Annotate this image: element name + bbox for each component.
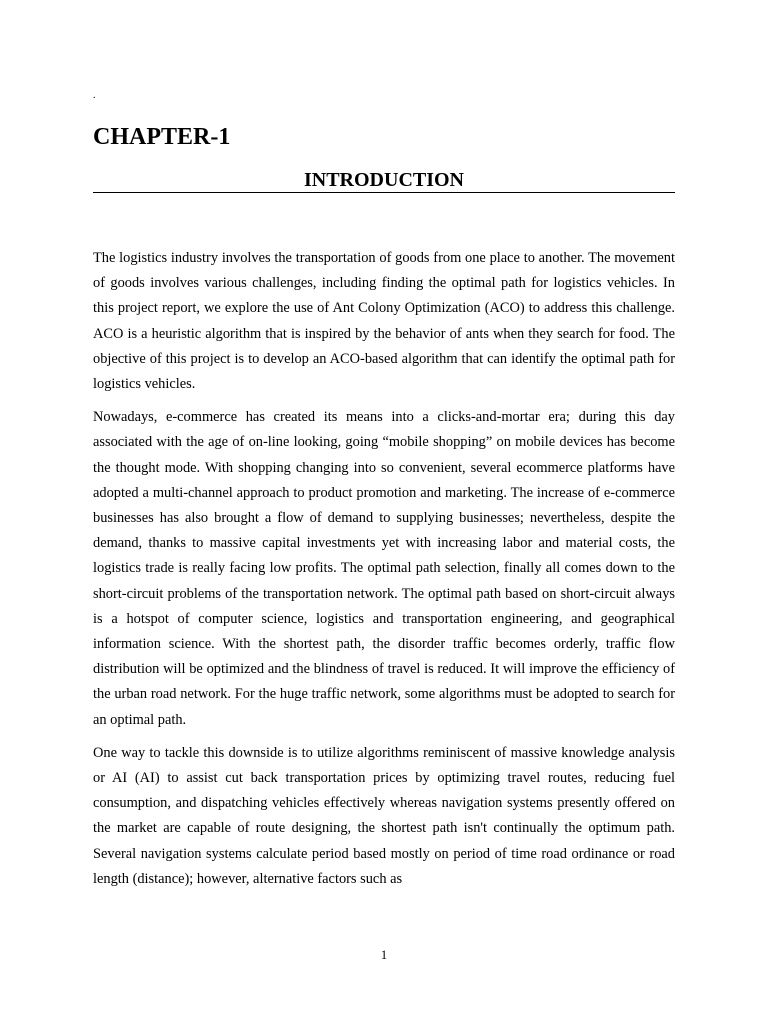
title-underline-rule xyxy=(93,192,675,193)
paragraph-1: The logistics industry involves the transportation of goods from one place to another. The movement of goods involves various challenges, including finding the optimal path for logistics vehicles. In this project report, we explore the use of Ant Colony Optimization (ACO) to address this challenge. ACO is a heuristic algorithm that is inspired by the behavior of ants when they search for food. The objective of this project is to develop an ACO-based algorithm that can identify the optimal path for logistics vehicles. xyxy=(93,250,675,393)
section-title: INTRODUCTION xyxy=(303,169,465,191)
chapter-heading: CHAPTER-1 xyxy=(93,124,231,150)
paragraph-3: One way to tackle this downside is to utilize algorithms reminiscent of massive knowledge analysis or AI (AI) to assist cut back transportation prices by optimizing travel routes, reducing fuel consumption, and dispatching vehicles effectively whereas navigation systems presently offered on the market are capable of route designing, the shortest path isn't continually the optimum path. Several navigation systems calculate period based mostly on period of time road ordinance or road length (distance); however, alternative factors such as xyxy=(93,744,675,887)
page-number: 1 xyxy=(380,948,388,962)
body-text xyxy=(93,246,675,900)
stray-dot-mark: . xyxy=(93,90,96,101)
paragraph-2: Nowadays, e-commerce has created its means into a clicks-and-mortar era; during this day associated with the age of on-line looking, going “mobile shopping” on mobile devices has become the thought mode. With shopping changing into so convenient, several ecommerce platforms have adopted a multi-channel approach to product promotion and marketing. The increase of e-commerce businesses has also brought a flow of demand to supplying businesses; nevertheless, despite the demand, thanks to massive capital investments yet with increasing labor and material costs, the logistics trade is really facing low profits. The optimal path selection, finally all comes down to the short-circuit problems of the transportation network. The optimal path based on short-circuit always is a hotspot of computer science, logistics and transportation engineering, and geographical information science. With the shortest path, the disorder traffic becomes orderly, traffic flow distribution will be optimized and the blindness of travel is reduced. It will improve the efficiency of the urban road network. For the huge traffic network, some algorithms must be adopted to search for an optimal path. xyxy=(93,409,675,728)
